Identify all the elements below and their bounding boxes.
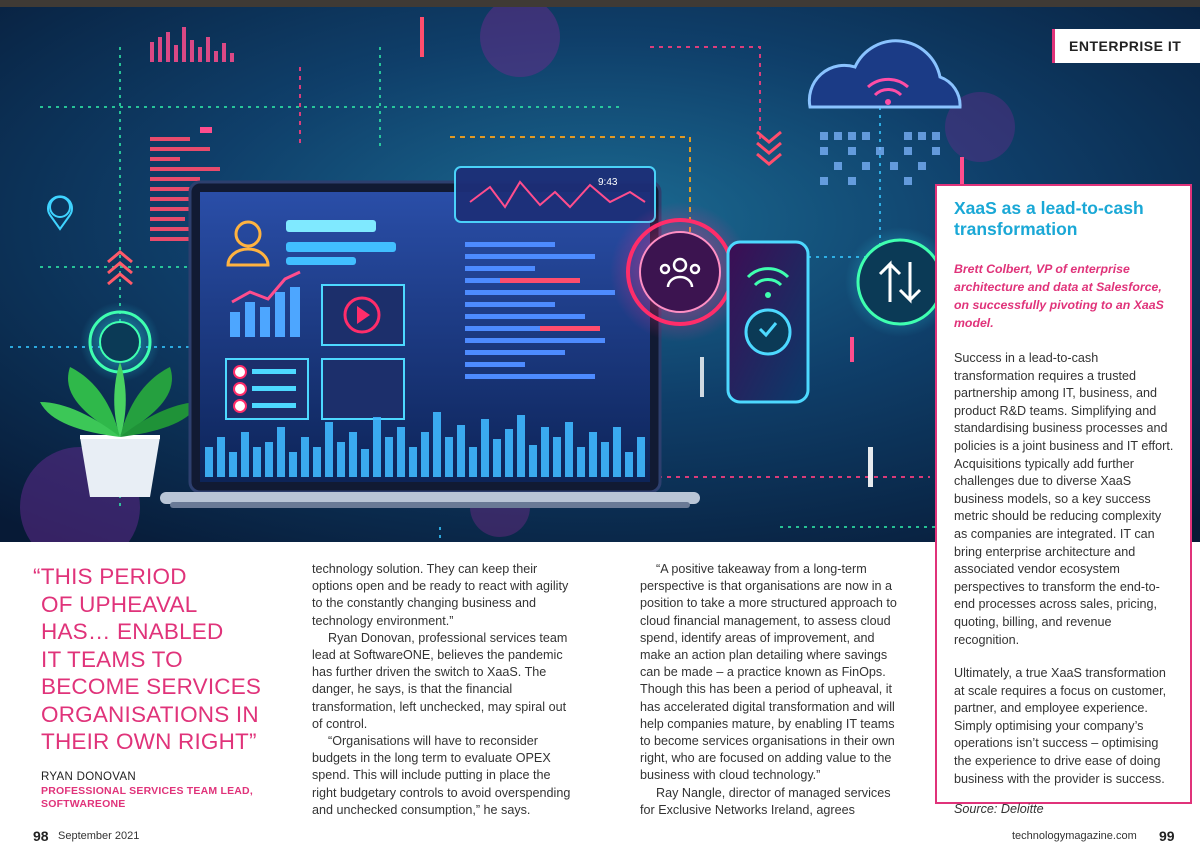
section-tab: ENTERPRISE IT	[1052, 29, 1200, 63]
sidebar-title: XaaS as a lead-to-cash transformation	[954, 198, 1144, 239]
body-paragraph: Ryan Donovan, professional services team lead at SoftwareONE, believes the pandemic has further driven the switch to XaaS. The danger, he says, is that the financial transformation, left unchecked, may spiral out of control.	[312, 630, 568, 731]
pull-quote-line: OF UPHEAVAL	[41, 591, 198, 617]
body-paragraph: “A positive takeaway from a long-term perspective is that organisations are now in a position to take a more structured approach to cloud financial management, to assess cloud spend, identify areas of improvement, and make an action plan detailing where savings can be made – a practice known as FinOps. Though this has been a period of upheaval, it has accelerated digital transformation and will help companies mature, by enabling IT teams to become services organisations in their own right, who are focused on adding value to the business with cloud technology.”	[640, 562, 897, 783]
sidebar-box	[935, 184, 1192, 817]
laptop	[160, 182, 700, 508]
top-rule	[0, 0, 1200, 7]
body-paragraph: technology solution. They can keep their options open and be ready to react with agility to the constantly changing business and technology environment.”	[312, 562, 569, 628]
issue-date: September 2021	[58, 830, 140, 842]
pull-quote-line: THEIR OWN RIGHT”	[41, 729, 257, 754]
pull-quote	[33, 563, 303, 756]
page-number-left: 98	[33, 828, 49, 844]
body-column-2	[640, 561, 902, 819]
sidebar-paragraph: Ultimately, a true XaaS transformation at scale requires a focus on customer, partner, and employee experience. Simply optimising your company’s operations isn’t success – optimising the experience to drive ease of doing business with the provider is success.	[954, 666, 1167, 786]
quote-attribution-name: RYAN DONOVAN	[41, 771, 136, 783]
phone-time-display: 9:43	[598, 177, 618, 188]
pull-quote-line: IT TEAMS TO	[41, 646, 183, 672]
body-paragraph: Ray Nangle, director of managed services for Exclusive Networks Ireland, agrees	[640, 785, 891, 817]
body-paragraph: “Organisations will have to reconsider budgets in the long term to evaluate OPEX spend. This will include putting in place the right budgetary controls to avoid overspending and unchecked consumption,” he says.	[312, 734, 571, 817]
smartphone	[728, 242, 808, 402]
pull-quote-line: HAS… ENABLED	[41, 619, 224, 644]
body-column-1	[312, 561, 574, 819]
sidebar-intro: Brett Colbert, VP of enterprise architecture and data at Salesforce, on successfully pivoting to an XaaS model.	[954, 262, 1164, 330]
pull-quote-line: “THIS PERIOD	[33, 564, 187, 589]
sidebar-source: Source: Deloitte	[954, 802, 1044, 817]
pull-quote-line: BECOME SERVICES	[41, 674, 262, 699]
site-url: technologymagazine.com	[1012, 830, 1137, 842]
quote-attribution-role: PROFESSIONAL SERVICES TEAM LEAD, SOFTWAREONE	[41, 785, 253, 810]
sidebar-paragraph: Success in a lead-to-cash transformation requires a trusted partnership among IT, business, and product R&D teams. Simplifying and standardising business processes and policies is a joint business and IT effort. Acquisitions typically add further challenges due to diverse XaaS business models, so a key success metric should be reducing complexity as companies are integrated. IT can bring enterprise architecture and associated vendor ecosystem perspectives to transform the end-to-end processes across sales, pricing, quoting, billing, and revenue recognition.	[954, 351, 1174, 647]
sidebar-body	[954, 350, 1174, 788]
pull-quote-line: ORGANISATIONS IN	[41, 701, 259, 727]
page-number-right: 99	[1159, 828, 1175, 844]
